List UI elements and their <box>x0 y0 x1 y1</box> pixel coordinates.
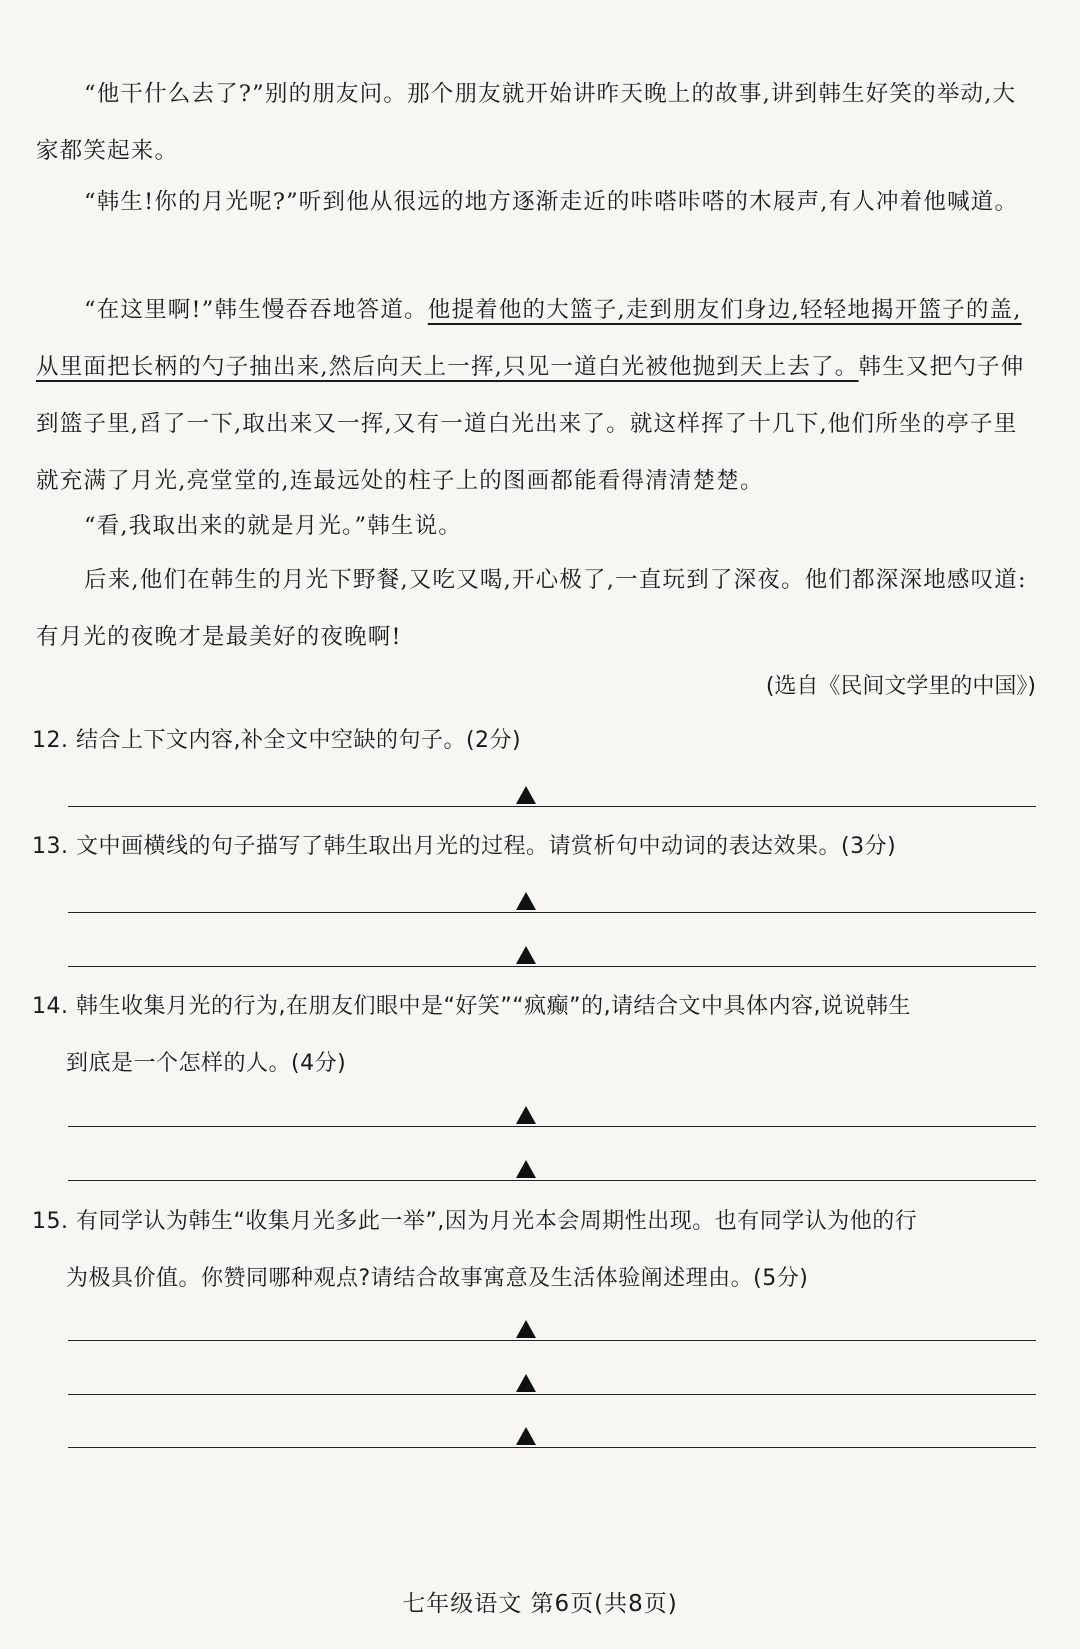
story-paragraph-3-rest: 韩生又把勺子伸到篮子里,舀了一下,取出来又一挥,又有一道白光出来了。就这样挥了十几下,他们所坐的亭子里就充满了月光,亮堂堂的,连最远处的柱子上的图画都能看得清清楚楚。 <box>36 354 1025 494</box>
answer-line[interactable] <box>68 932 1036 967</box>
story-paragraph-1: “他干什么去了?”别的朋友问。那个朋友就开始讲昨天晚上的故事,讲到韩生好笑的举动,大家都笑起来。 <box>36 81 1017 164</box>
story-paragraph-3-intro: “在这里啊!”韩生慢吞吞地答道。 <box>84 297 428 323</box>
answer-line[interactable] <box>68 1146 1036 1181</box>
underlined-sentence: 他提着他的大篮子,走到朋友们身边,轻轻地揭开篮子的盖,从里面把长柄的勺子抽出来,然后向天上一挥,只见一道白光被他抛到天上去了。 <box>36 297 1022 380</box>
question-14 <box>32 978 1038 1092</box>
triangle-icon <box>516 786 536 804</box>
page-footer: 七年级语文 第6页(共8页) <box>402 1591 678 1617</box>
triangle-icon <box>516 892 536 910</box>
question-12: 12. 结合上下文内容,补全文中空缺的句子。(2分) <box>32 728 522 753</box>
question-14-line-1: 14. 韩生收集月光的行为,在朋友们眼中是“好笑”“疯癫”的,请结合文中具体内容,说说韩生 <box>32 994 912 1019</box>
triangle-icon <box>516 1106 536 1124</box>
question-15-line-2: 为极具价值。你赞同哪种观点?请结合故事寓意及生活体验阐述理由。(5分) <box>66 1266 809 1291</box>
answer-line[interactable] <box>68 878 1036 913</box>
question-15-line-1: 15. 有同学认为韩生“收集月光多此一举”,因为月光本会周期性出现。也有同学认为他的行 <box>32 1209 918 1234</box>
answer-line[interactable] <box>68 1092 1036 1127</box>
question-13: 13. 文中画横线的句子描写了韩生取出月光的过程。请赏析句中动词的表达效果。(3分) <box>32 834 897 859</box>
story-paragraph-2: “韩生!你的月光呢?”听到他从很远的地方逐渐走近的咔嗒咔嗒的木屐声,有人冲着他喊道。 <box>84 189 1019 215</box>
triangle-icon <box>516 946 536 964</box>
story-paragraph-4: “看,我取出来的就是月光。”韩生说。 <box>84 513 463 539</box>
story-paragraph-5: 后来,他们在韩生的月光下野餐,又吃又喝,开心极了,一直玩到了深夜。他们都深深地感叹道:有月光的夜晚才是最美好的夜晚啊! <box>36 567 1027 650</box>
triangle-icon <box>516 1374 536 1392</box>
triangle-icon <box>516 1160 536 1178</box>
source-citation: (选自《民间文学里的中国》) <box>765 674 1036 699</box>
answer-line[interactable] <box>68 1306 1036 1341</box>
triangle-icon <box>516 1427 536 1445</box>
answer-line[interactable] <box>68 1413 1036 1448</box>
triangle-icon <box>516 1320 536 1338</box>
question-14-line-2: 到底是一个怎样的人。(4分) <box>66 1051 347 1076</box>
answer-line[interactable] <box>68 772 1036 807</box>
question-15 <box>32 1193 1038 1307</box>
story-paragraph-3 <box>36 282 1036 510</box>
answer-line[interactable] <box>68 1360 1036 1395</box>
